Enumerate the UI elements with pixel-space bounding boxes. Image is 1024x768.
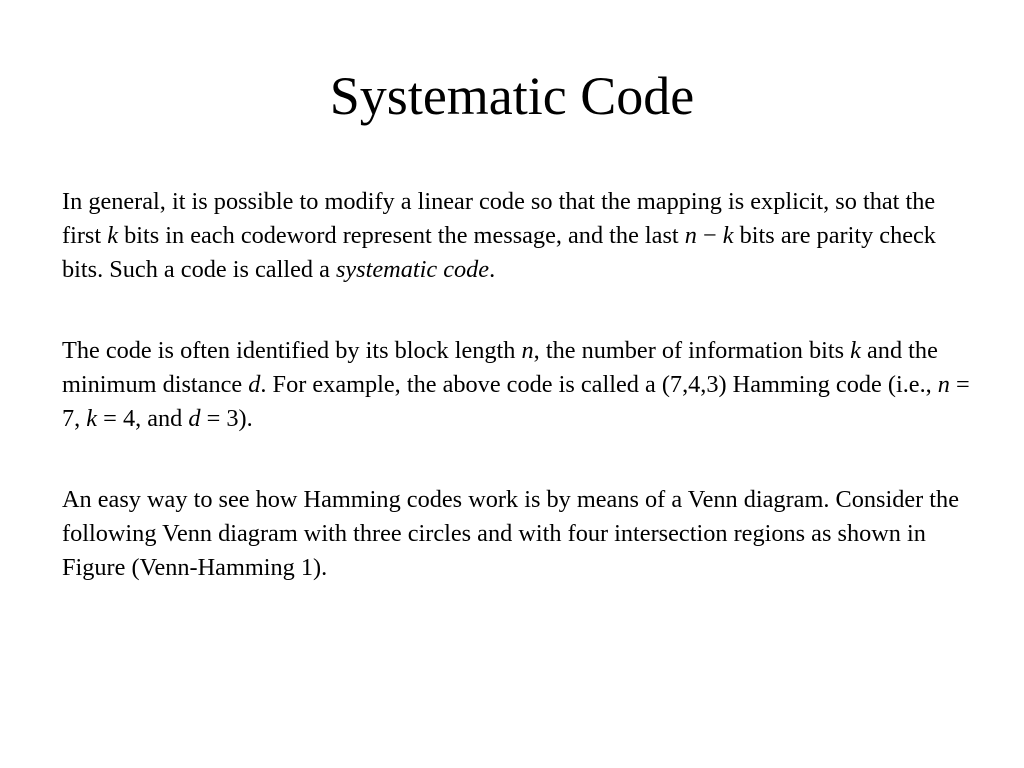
text-run: In general, it is possible to modify a linear code so that the mapping is explicit, so that the first <box>62 188 936 249</box>
math-minus: − <box>696 222 723 249</box>
text-run: . For example, the above code is called a (7,4,3) Hamming code (i.e., <box>260 371 938 398</box>
paragraph-venn-intro: An easy way to see how Hamming codes work is by means of a Venn diagram. Consider the following Venn diagram with three circles and with four intersection regions as shown in Figure (Venn-Hamming 1). <box>62 486 959 581</box>
math-n: n <box>521 337 534 364</box>
text-run: and the minimum distance <box>62 337 938 398</box>
math-n: n <box>684 222 697 249</box>
math-k: k <box>850 337 861 364</box>
math-d: d <box>188 405 201 432</box>
text-run: = 4, and <box>97 405 189 432</box>
text-run: The code is often identified by its block length <box>62 337 522 364</box>
math-k: k <box>107 222 119 249</box>
text-run: = 3). <box>200 405 253 432</box>
math-k: k <box>722 222 734 249</box>
math-n: n <box>937 371 950 398</box>
math-d: d <box>248 371 261 398</box>
text-run: = 7, <box>62 371 970 432</box>
math-k: k <box>86 405 98 432</box>
term-systematic-code: systematic code <box>335 256 490 283</box>
text-run: , the number of information bits <box>533 337 851 364</box>
text-run: bits are parity check bits. Such a code is called a <box>62 222 936 283</box>
paragraph-code-parameters <box>62 334 972 436</box>
paragraph-systematic-definition <box>62 185 972 287</box>
slide-title: Systematic Code <box>329 66 695 126</box>
text-run: . <box>489 256 496 283</box>
text-run: bits in each codeword represent the message, and the last <box>118 222 685 249</box>
slide-body <box>62 185 972 632</box>
